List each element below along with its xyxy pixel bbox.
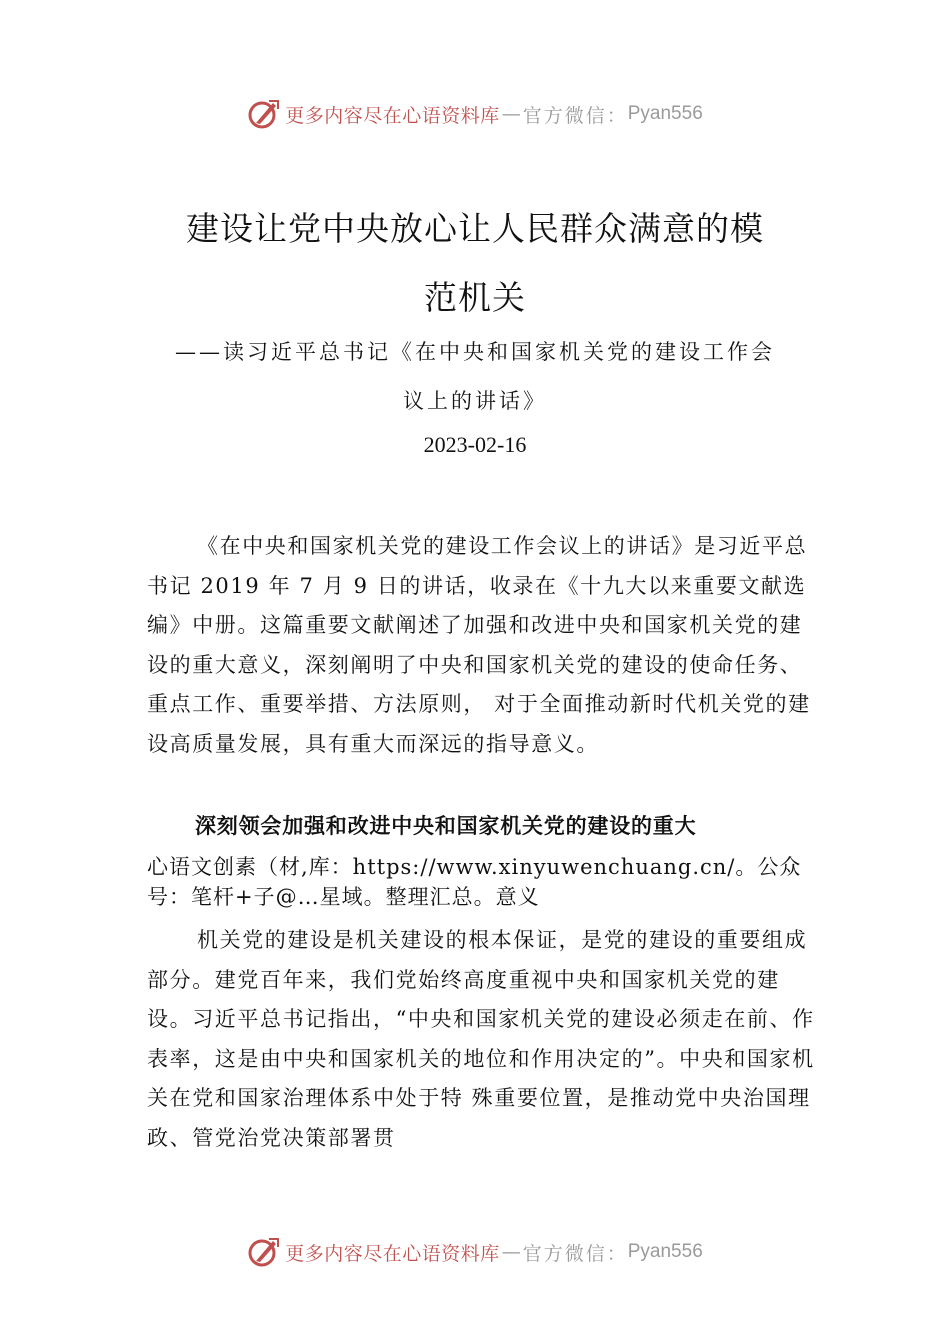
body-paragraph-2: 机关党的建设是机关建设的根本保证，是党的建设的重要组成部分。建党百年来，我们党始终高度重视中央和国家机关党的建设。习近平总书记指出，“中央和国家机关党的建设必须走在前、作表率，这是由中央和国家机关的地位和作用决定的”。中央和国家机关在党和国家治理体系中处于特 殊重要位置，是推动党中央治国理政、管党治党决策部署贯 — [147, 928, 815, 1150]
quill-logo-icon — [247, 1235, 281, 1269]
wechat-label: 官方微信： — [522, 1242, 628, 1265]
quill-logo-icon — [247, 97, 281, 131]
document-date: 2023-02-16 — [423, 432, 527, 457]
banner-separator: — — [501, 1241, 521, 1263]
wechat-label: 官方微信： — [522, 104, 628, 127]
document-title-line1: 建设让党中央放心让人民群众满意的模 — [186, 209, 764, 248]
section-heading: 深刻领会加强和改进中央和国家机关党的建设的重大 — [195, 814, 697, 838]
document-subtitle-line1: ——读习近平总书记《在中央和国家机关党的建设工作会 — [175, 340, 775, 364]
body-paragraph-1: 《在中央和国家机关党的建设工作会议上的讲话》是习近平总书记 2019 年 7 月 9 日的讲话，收录在《十九大以来重要文献选编》中册。这篇重要文献阐述了加强和改进中央和国家机关党的建设的重大意义，深刻阐明了中央和国家机关党的建设的使命任务、重点工作、重要举措、方法原则， 对于全面推动新时代机关党的建设高质量发展，具有重大而深远的指导意义。 — [147, 534, 811, 756]
banner-separator: — — [501, 103, 521, 125]
inserted-source-note: 心语文创素（材,库：https://www.xinyuwenchuang.cn/。公众号：笔杆+子@…星域。整理汇总。意义 — [147, 855, 802, 909]
wechat-id: Pyan556 — [627, 1241, 703, 1262]
footer-banner — [0, 1232, 950, 1272]
header-banner — [0, 94, 950, 134]
document-subtitle-line2: 议上的讲话》 — [403, 389, 547, 413]
wechat-id: Pyan556 — [627, 103, 703, 124]
banner-text: 更多内容尽在心语资料库 — [285, 104, 500, 127]
banner-text: 更多内容尽在心语资料库 — [285, 1242, 500, 1265]
document-title-line2: 范机关 — [424, 278, 526, 317]
